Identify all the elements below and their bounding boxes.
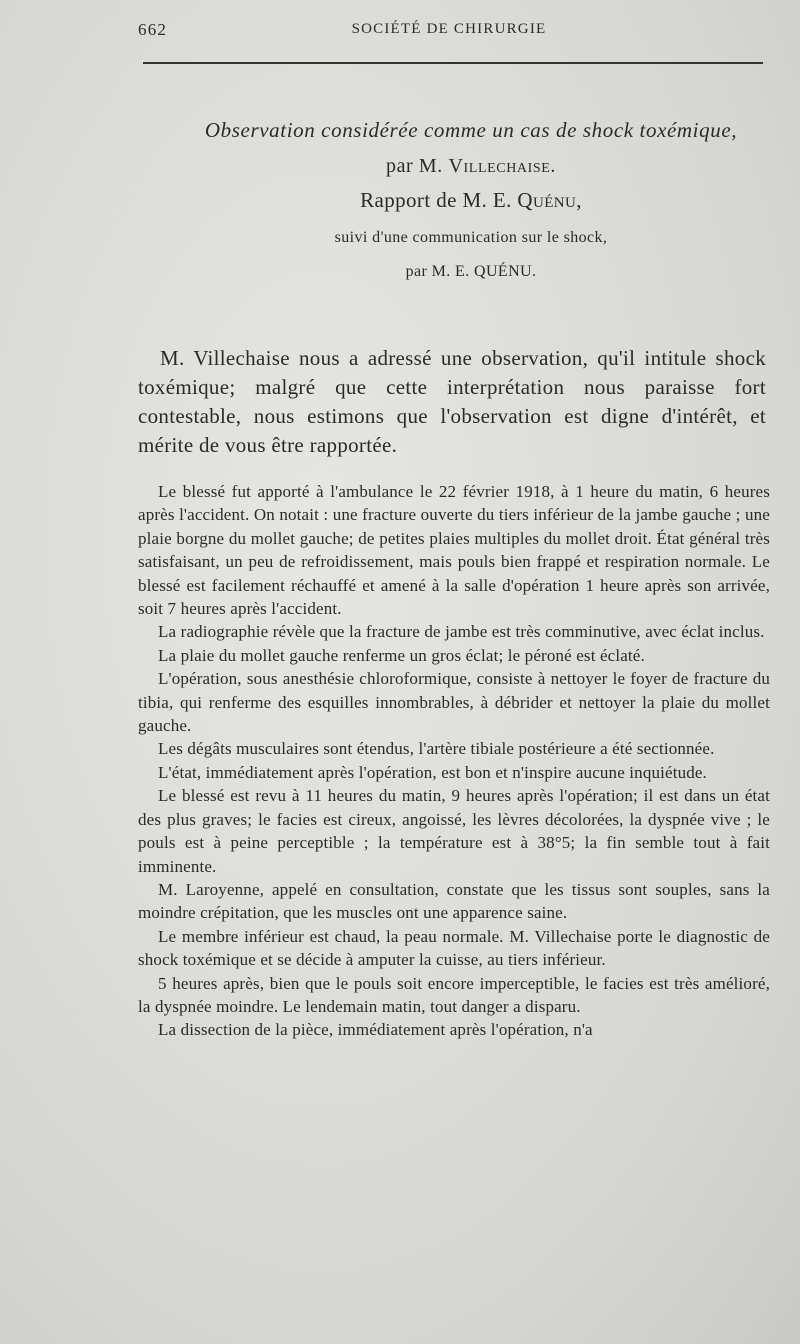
author-line <box>138 155 766 178</box>
body-text <box>138 480 770 1042</box>
paragraph: La plaie du mollet gauche renferme un gros éclat; le péroné est éclaté. <box>158 645 645 665</box>
report-prefix: Rapport de M. E. <box>360 188 512 212</box>
intro-paragraph: M. Villechaise nous a adressé une observation, qu'il intitule shock toxémique; malgré que cette interprétation nous paraisse fort contestable, nous estimons que l'observation est digne d'intérêt, et mérite de vous être rapportée. <box>138 346 766 457</box>
author-name: Villechaise. <box>448 155 557 177</box>
author-prefix: par M. <box>385 155 443 177</box>
report-name: Quénu, <box>517 188 582 212</box>
paragraph: 5 heures après, bien que le pouls soit encore imperceptible, le facies est très amélioré, la dyspnée moindre. Le lendemain matin, tout danger a disparu. <box>138 973 770 1016</box>
article-title: Observation considérée comme un cas de shock toxémique, <box>204 118 738 142</box>
paragraph: Le blessé est revu à 11 heures du matin, 9 heures après l'opération; il est dans un état des plus graves; le facies est cireux, angoissé, les lèvres décolorées, la dyspnée vive ; le pouls est à peine perceptible ; la température est à 38°5; la fin semble tout à fait imminente. <box>138 786 770 876</box>
page-number: 662 <box>138 20 168 39</box>
paragraph: L'opération, sous anesthésie chloroformique, consiste à nettoyer le foyer de fracture du tibia, qui renferme des esquilles innombrables, à débrider et nettoyer la plaie du mollet gauche. <box>138 669 770 736</box>
header-rule <box>143 62 763 64</box>
paragraph: La radiographie révèle que la fracture de jambe est très comminutive, avec éclat inclus. <box>158 622 765 642</box>
paragraph: M. Laroyenne, appelé en consultation, constate que les tissus sont souples, sans la moindre crépitation, que les muscles ont une apparence saine. <box>138 879 770 923</box>
running-head <box>138 20 760 44</box>
paragraph: L'état, immédiatement après l'opération, est bon et n'inspire aucune inquiétude. <box>158 762 707 782</box>
followed-by-line: suivi d'une communication sur le shock, <box>334 229 608 246</box>
title-block <box>138 118 766 281</box>
paragraph: Les dégâts musculaires sont étendus, l'artère tibiale postérieure a été sectionnée. <box>158 739 715 759</box>
byline: par M. E. QUÉNU. <box>405 263 537 280</box>
paragraph: Le blessé fut apporté à l'ambulance le 22 février 1918, à 1 heure du matin, 6 heures après l'accident. On notait : une fracture ouverte du tiers inférieur de la jambe gauche ; une plaie borgne du mollet gauche; de petites plaies multiples du mollet droit. État général très satisfaisant, un peu de refroidissement, mais pouls bien frappé et respiration normale. Le blessé est facilement réchauffé et amené à la salle d'opération 1 heure après son arrivée, soit 7 heures après l'accident. <box>138 482 770 619</box>
journal-title: SOCIÉTÉ DE CHIRURGIE <box>351 21 547 37</box>
report-line <box>138 188 766 213</box>
intro-paragraph-block <box>138 344 766 460</box>
paragraph: Le membre inférieur est chaud, la peau normale. M. Villechaise porte le diagnostic de shock toxémique et se décide à amputer la cuisse, au tiers inférieur. <box>138 926 770 970</box>
paragraph: La dissection de la pièce, immédiatement après l'opération, n'a <box>158 1020 593 1040</box>
